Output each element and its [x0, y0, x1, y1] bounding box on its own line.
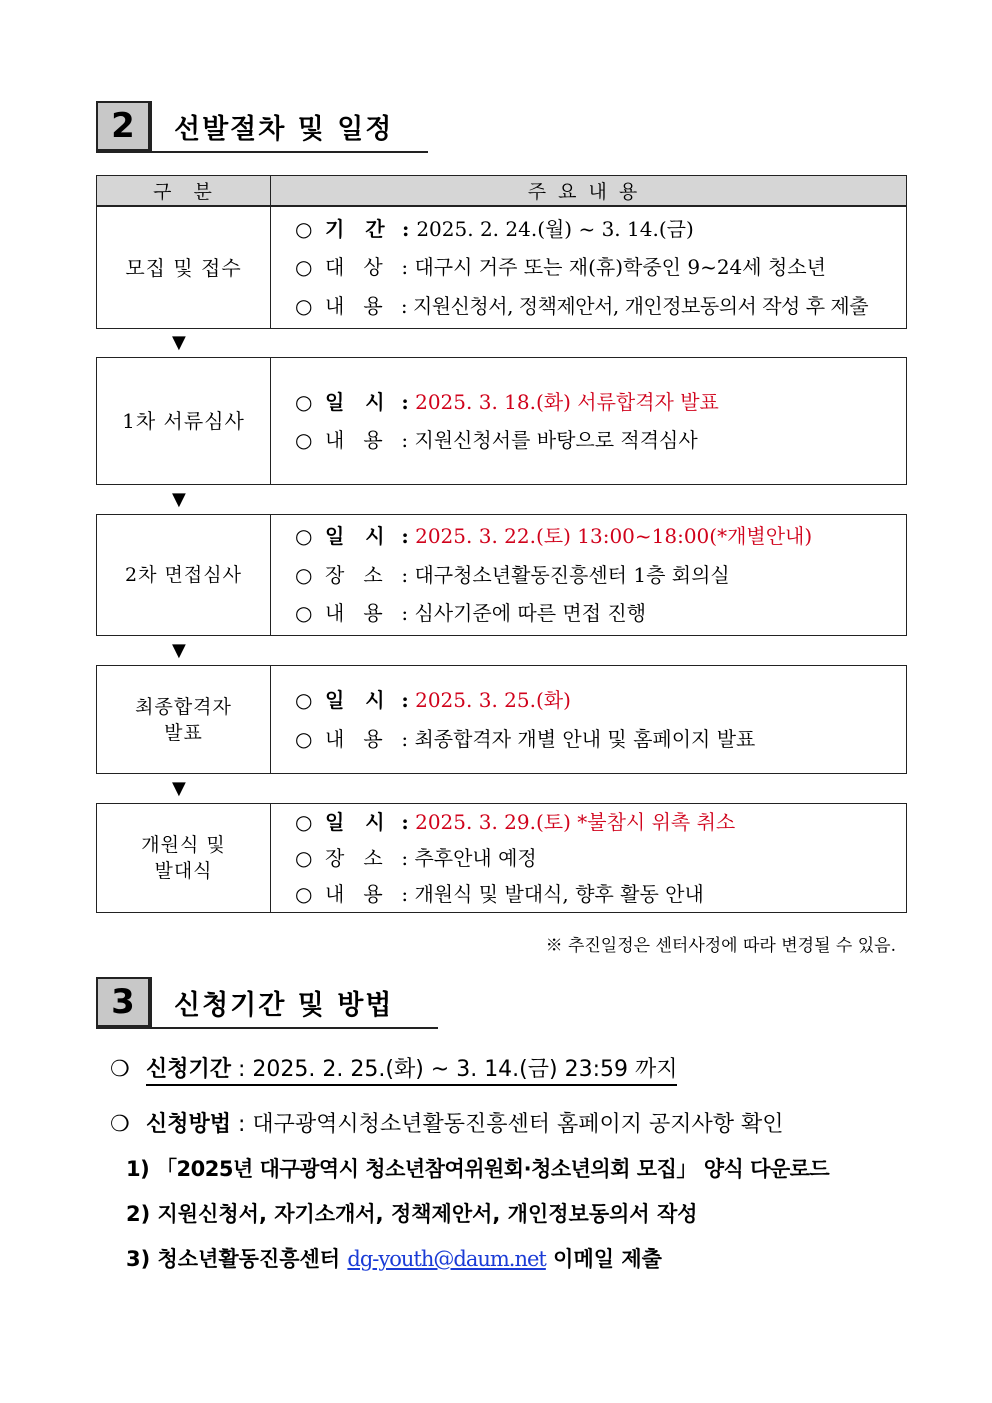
- section-2-title: 선발절차 및 일정: [152, 101, 428, 153]
- detail-line: ○ 일 시 : 2025. 3. 29.(토) *불참시 위촉 취소: [295, 810, 736, 834]
- apply-period-value: : 2025. 2. 25.(화) ~ 3. 14.(금) 23:59 까지: [238, 1057, 678, 1082]
- apply-method-label: 신청방법: [146, 1112, 232, 1137]
- method-item: 3) 청소년활동진흥센터 dg-youth@daum.net 이메일 제출: [126, 1247, 662, 1271]
- detail-line: ○ 일 시 : 2025. 3. 25.(화): [295, 688, 571, 712]
- flow-arrow-icon: ▼: [172, 640, 186, 661]
- bullet-icon: ❍: [110, 1057, 130, 1082]
- step-interview: [96, 514, 907, 636]
- flow-arrow-icon: ▼: [172, 332, 186, 353]
- detail-line: ○ 내 용 : 지원신청서, 정책제안서, 개인정보동의서 작성 후 제출: [295, 293, 869, 318]
- section-3-title: 신청기간 및 방법: [152, 977, 438, 1029]
- section-3-number: 3: [96, 977, 152, 1029]
- section-2-heading: [96, 101, 428, 153]
- detail-line: ○ 내 용 : 심사기준에 따른 면접 진행: [295, 601, 647, 626]
- bullet-icon: ❍: [110, 1112, 130, 1137]
- step-final-announcement: [96, 665, 907, 774]
- step-recruitment: [96, 206, 907, 329]
- flow-arrow-icon: ▼: [172, 778, 186, 799]
- step-opening-ceremony: [96, 803, 907, 913]
- table-header: [96, 175, 907, 206]
- header-category: 구분: [97, 176, 271, 205]
- step-label: 1차 서류심사: [97, 358, 271, 484]
- method-item: 2) 지원신청서, 자기소개서, 정책제안서, 개인정보동의서 작성: [126, 1202, 698, 1226]
- section-3-heading: [96, 977, 438, 1029]
- detail-line: ○ 대 상 : 대구시 거주 또는 재(휴)학중인 9~24세 청소년: [295, 255, 826, 280]
- detail-line: ○ 내 용 : 최종합격자 개별 안내 및 홈페이지 발표: [295, 726, 756, 751]
- step-label: 2차 면접심사: [97, 515, 271, 635]
- detail-line: ○ 일 시 : 2025. 3. 22.(토) 13:00~18:00(*개별안내): [295, 524, 813, 549]
- apply-period-label: 신청기간: [146, 1057, 232, 1082]
- step-label: 최종합격자 발표: [97, 666, 271, 773]
- flow-arrow-icon: ▼: [172, 489, 186, 510]
- apply-method-value: : 대구광역시청소년활동진흥센터 홈페이지 공지사항 확인: [238, 1112, 784, 1137]
- detail-line: ○ 일 시 : 2025. 3. 18.(화) 서류합격자 발표: [295, 389, 719, 414]
- schedule-note: ※ 추진일정은 센터사정에 따라 변경될 수 있음.: [545, 936, 896, 956]
- step-label: 개원식 및 발대식: [97, 804, 271, 912]
- email-link[interactable]: dg-youth@daum.net: [347, 1247, 546, 1271]
- section-2-number: 2: [96, 101, 152, 153]
- detail-line: ○ 장 소 : 추후안내 예정: [295, 846, 537, 870]
- detail-line: ○ 내 용 : 개원식 및 발대식, 향후 활동 안내: [295, 882, 704, 906]
- apply-period: [110, 1052, 677, 1083]
- detail-line: ○ 내 용 : 지원신청서를 바탕으로 적격심사: [295, 428, 698, 452]
- detail-line: ○ 기 간 : 2025. 2. 24.(월) ~ 3. 14.(금): [295, 216, 694, 241]
- apply-method: [110, 1107, 783, 1138]
- step-label: 모집 및 접수: [97, 207, 271, 328]
- detail-line: ○ 장 소 : 대구청소년활동진흥센터 1층 회의실: [295, 562, 730, 587]
- step-document-review: [96, 357, 907, 485]
- header-content: 주요내용: [527, 181, 650, 203]
- method-item: 1) 「2025년 대구광역시 청소년참여위원회·청소년의회 모집」 양식 다운로드: [126, 1157, 830, 1181]
